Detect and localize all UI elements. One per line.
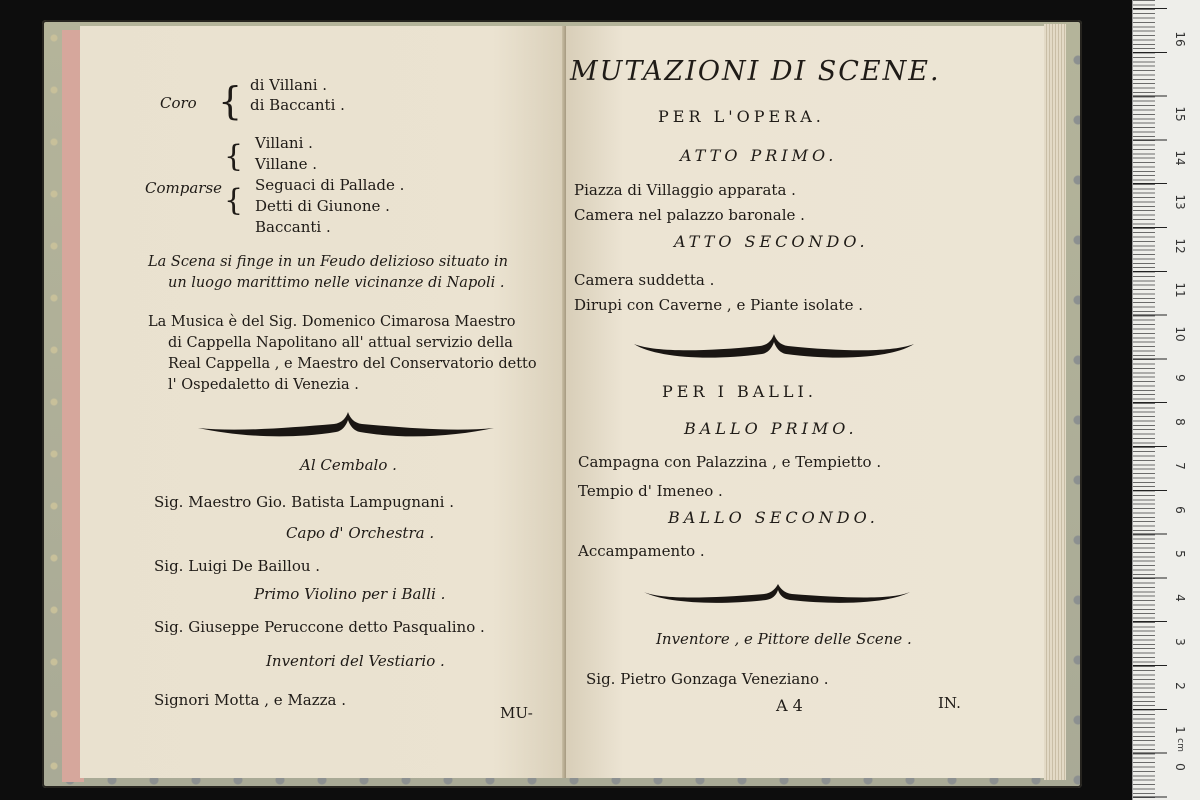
coro-brace: { <box>218 79 243 123</box>
scene-item: Accampamento . <box>578 542 705 560</box>
ruler-number: 6 <box>1173 506 1187 514</box>
ornament-divider <box>642 578 912 618</box>
ruler-number: 5 <box>1173 550 1187 558</box>
ruler-number: 1 <box>1173 726 1187 734</box>
ornament-divider <box>196 406 496 446</box>
coro-item: di Baccanti . <box>250 96 345 114</box>
scene-item: Piazza di Villaggio apparata . <box>574 181 796 199</box>
ruler-number: 14 <box>1173 150 1187 166</box>
scene-item: Camera nel palazzo baronale . <box>574 206 805 224</box>
ruler-number: 11 <box>1173 282 1187 298</box>
violino-heading: Primo Violino per i Balli . <box>254 585 446 603</box>
comparse-brace: { <box>224 183 244 218</box>
ruler-number: 12 <box>1173 238 1187 254</box>
scene-note-line: La Scena si finge in un Feudo delizioso situato in <box>148 254 508 270</box>
ruler-major-ticks <box>1133 0 1167 800</box>
comparse-item: Seguaci di Pallade . <box>255 176 405 194</box>
ruler-number: 9 <box>1173 374 1187 382</box>
measurement-ruler <box>1132 0 1200 800</box>
comparse-item: Villane . <box>255 155 317 173</box>
ruler-number: 2 <box>1173 682 1187 690</box>
opera-heading: PER L'OPERA. <box>658 107 825 126</box>
catchword: MU- <box>500 704 533 722</box>
balli-heading: PER I BALLI. <box>662 382 817 401</box>
ruler-number: 15 <box>1173 106 1187 122</box>
ruler-number: 4 <box>1173 594 1187 602</box>
signature-mark: A 4 <box>776 696 803 715</box>
left-page <box>80 26 566 778</box>
music-note-line: l' Ospedaletto di Venezia . <box>168 377 359 393</box>
ruler-number: 16 <box>1173 31 1187 47</box>
coro-label: Coro <box>160 94 197 112</box>
ornament-divider <box>632 328 916 368</box>
comparse-brace: { <box>224 139 244 174</box>
vestiario-heading: Inventori del Vestiario . <box>266 652 445 670</box>
coro-item: di Villani . <box>250 76 328 94</box>
right-page <box>566 26 1044 778</box>
scene-item: Tempio d' Imeneo . <box>578 482 723 500</box>
cembalo-heading: Al Cembalo . <box>300 456 397 474</box>
ruler-number: 3 <box>1173 638 1187 646</box>
inventore-name: Sig. Pietro Gonzaga Veneziano . <box>586 670 829 688</box>
catchword: IN. <box>938 694 961 712</box>
atto-primo-heading: ATTO PRIMO. <box>680 146 838 165</box>
cembalo-name: Sig. Maestro Gio. Batista Lampugnani . <box>154 493 454 511</box>
comparse-item: Villani . <box>255 134 313 152</box>
music-note-line: La Musica è del Sig. Domenico Cimarosa Maestro <box>148 314 516 330</box>
ruler-unit: cm <box>1175 738 1185 752</box>
music-note-line: Real Cappella , e Maestro del Conservatorio detto <box>168 356 537 372</box>
scene-item: Camera suddetta . <box>574 271 715 289</box>
ruler-number: 0 <box>1173 763 1187 771</box>
ballo-secondo-heading: BALLO SECONDO. <box>668 508 879 527</box>
ruler-number: 7 <box>1173 462 1187 470</box>
orchestra-heading: Capo d' Orchestra . <box>286 524 435 542</box>
ruler-number: 10 <box>1173 326 1187 342</box>
ruler-number: 8 <box>1173 418 1187 426</box>
page-title: MUTAZIONI DI SCENE. <box>570 56 941 87</box>
comparse-label: Comparse <box>145 179 223 197</box>
inventore-heading: Inventore , e Pittore delle Scene . <box>656 630 912 648</box>
scene-item: Campagna con Palazzina , e Tempietto . <box>578 453 882 471</box>
ruler-number: 13 <box>1173 194 1187 210</box>
comparse-item: Baccanti . <box>255 218 331 236</box>
ballo-primo-heading: BALLO PRIMO. <box>684 419 858 438</box>
page-edges <box>1044 24 1066 780</box>
scene-item: Dirupi con Caverne , e Piante isolate . <box>574 296 863 314</box>
scene-note-line: un luogo marittimo nelle vicinanze di Napoli . <box>168 275 505 291</box>
orchestra-name: Sig. Luigi De Baillou . <box>154 557 321 575</box>
atto-secondo-heading: ATTO SECONDO. <box>674 232 869 251</box>
comparse-item: Detti di Giunone . <box>255 197 390 215</box>
vestiario-name: Signori Motta , e Mazza . <box>154 691 347 709</box>
violino-name: Sig. Giuseppe Peruccone detto Pasqualino . <box>154 618 485 636</box>
music-note-line: di Cappella Napolitano all' attual servizio della <box>168 335 513 351</box>
